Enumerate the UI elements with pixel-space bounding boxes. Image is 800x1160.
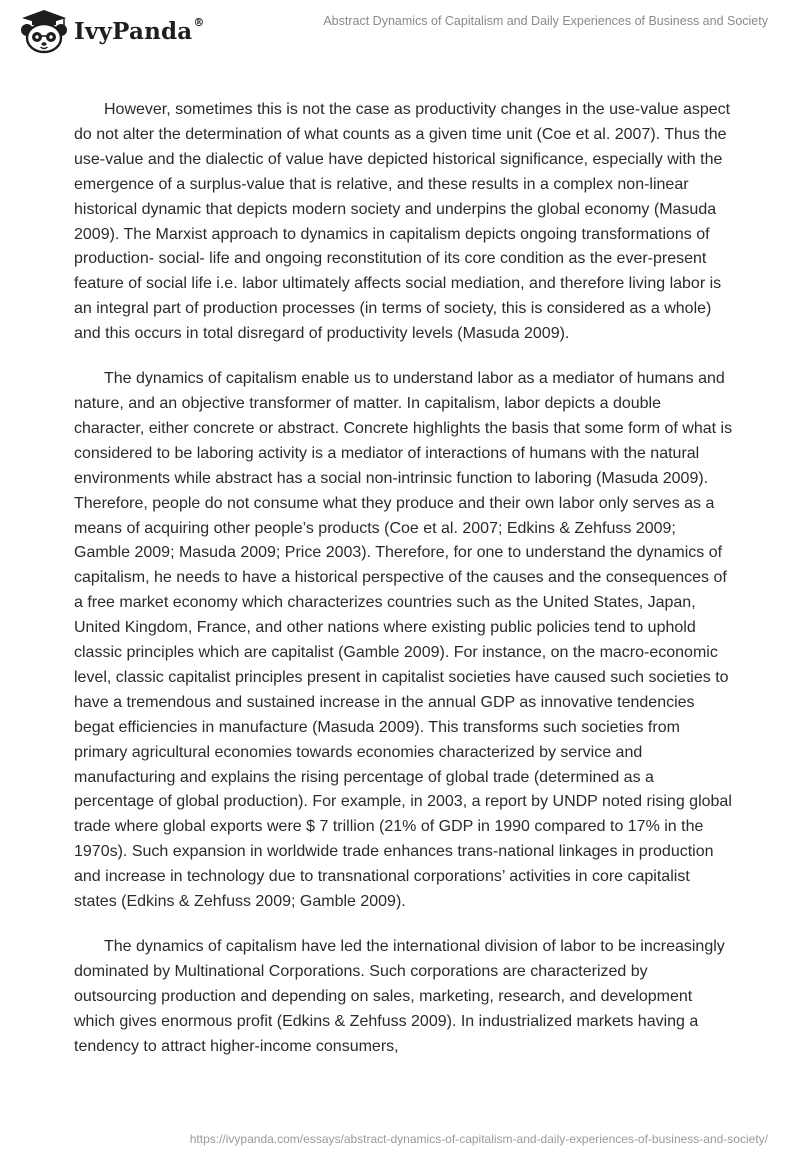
- paragraph: The dynamics of capitalism have led the international division of labor to be increasingly dominated by Multinational Corporations. Such corporations are characterized by outsourcing production and depending on sales, marketing, research, and development which gives enormous profit (Edkins & Zehfuss 2009). In industrialized markets having a tendency to attract higher-income consumers,: [74, 938, 725, 1055]
- paragraph: The dynamics of capitalism enable us to understand labor as a mediator of humans and nature, and an objective transformer of matter. In capitalism, labor depicts a double character, either concrete or abstract. Concrete highlights the basis that some form of what is considered to be laboring activity is a mediator of interactions of humans with the natural environments while abstract has a social non-intrinsic function to laboring (Masuda 2009). Therefore, people do not consume what they produce and their own labor only serves as a means of acquiring other people’s products (Coe et al. 2007; Edkins & Zehfuss 2009; Gamble 2009; Masuda 2009; Price 2003). Therefore, for one to understand the dynamics of capitalism, he needs to have a historical perspective of the causes and the consequences of a free market economy which characterizes countries such as the United States, Japan, United Kingdom, France, and other nations where existing public policies tend to uphold classic principles which are capitalist (Gamble 2009). For instance, on the macro-economic level, classic capitalist principles present in capitalist societies have caused such societies to have a tremendous and sustained increase in the annual GDP as innovative tendencies begat efficiencies in manufacture (Masuda 2009). This transforms such societies from primary agricultural economies towards economies characterized by service and manufacturing and explains the rising percentage of global trade (determined as a percentage of global production). For example, in 2003, a report by UNDP noted rising global trade where global exports were $ 7 trillion (21% of GDP in 1990 compared to 17% in the 1970s). Such expansion in worldwide trade enhances trans-national linkages in production and increase in technology due to transnational corporations’ activities in core capitalist states (Edkins & Zehfuss 2009; Gamble 2009).: [74, 370, 733, 911]
- source-url-link[interactable]: https://ivypanda.com/essays/abstract-dynamics-of-capitalism-and-daily-experiences-of-business-and-society/: [189, 1132, 768, 1146]
- paragraph: However, sometimes this is not the case as productivity changes in the use-value aspect do not alter the determination of what counts as a given time unit (Coe et al. 2007). Thus the use-value and the dialectic of value have depicted historical significance, especially with the emergence of a surplus-value that is relative, and these results in a complex non-linear historical dynamic that depicts modern society and underpins the global economy (Masuda 2009). The Marxist approach to dynamics in capitalism depicts ongoing transformations of production- social- life and ongoing reconstitution of its core condition as the ever-present feature of social life i.e. labor ultimately affects social mediation, and therefore living labor is an integral part of production processes (in terms of society, this is considered as a whole) and this occurs in total disregard of productivity levels (Masuda 2009).: [74, 101, 731, 343]
- panda-graduate-icon: [14, 8, 70, 54]
- ivypanda-logo[interactable]: [14, 8, 205, 54]
- logo-text: IvyPanda: [74, 17, 193, 45]
- registered-mark: ®: [193, 15, 205, 29]
- logo-wordmark: [74, 15, 205, 45]
- document-title: Abstract Dynamics of Capitalism and Daily Experiences of Business and Society: [323, 14, 768, 28]
- page-header: [0, 0, 800, 60]
- essay-body: [74, 98, 734, 1080]
